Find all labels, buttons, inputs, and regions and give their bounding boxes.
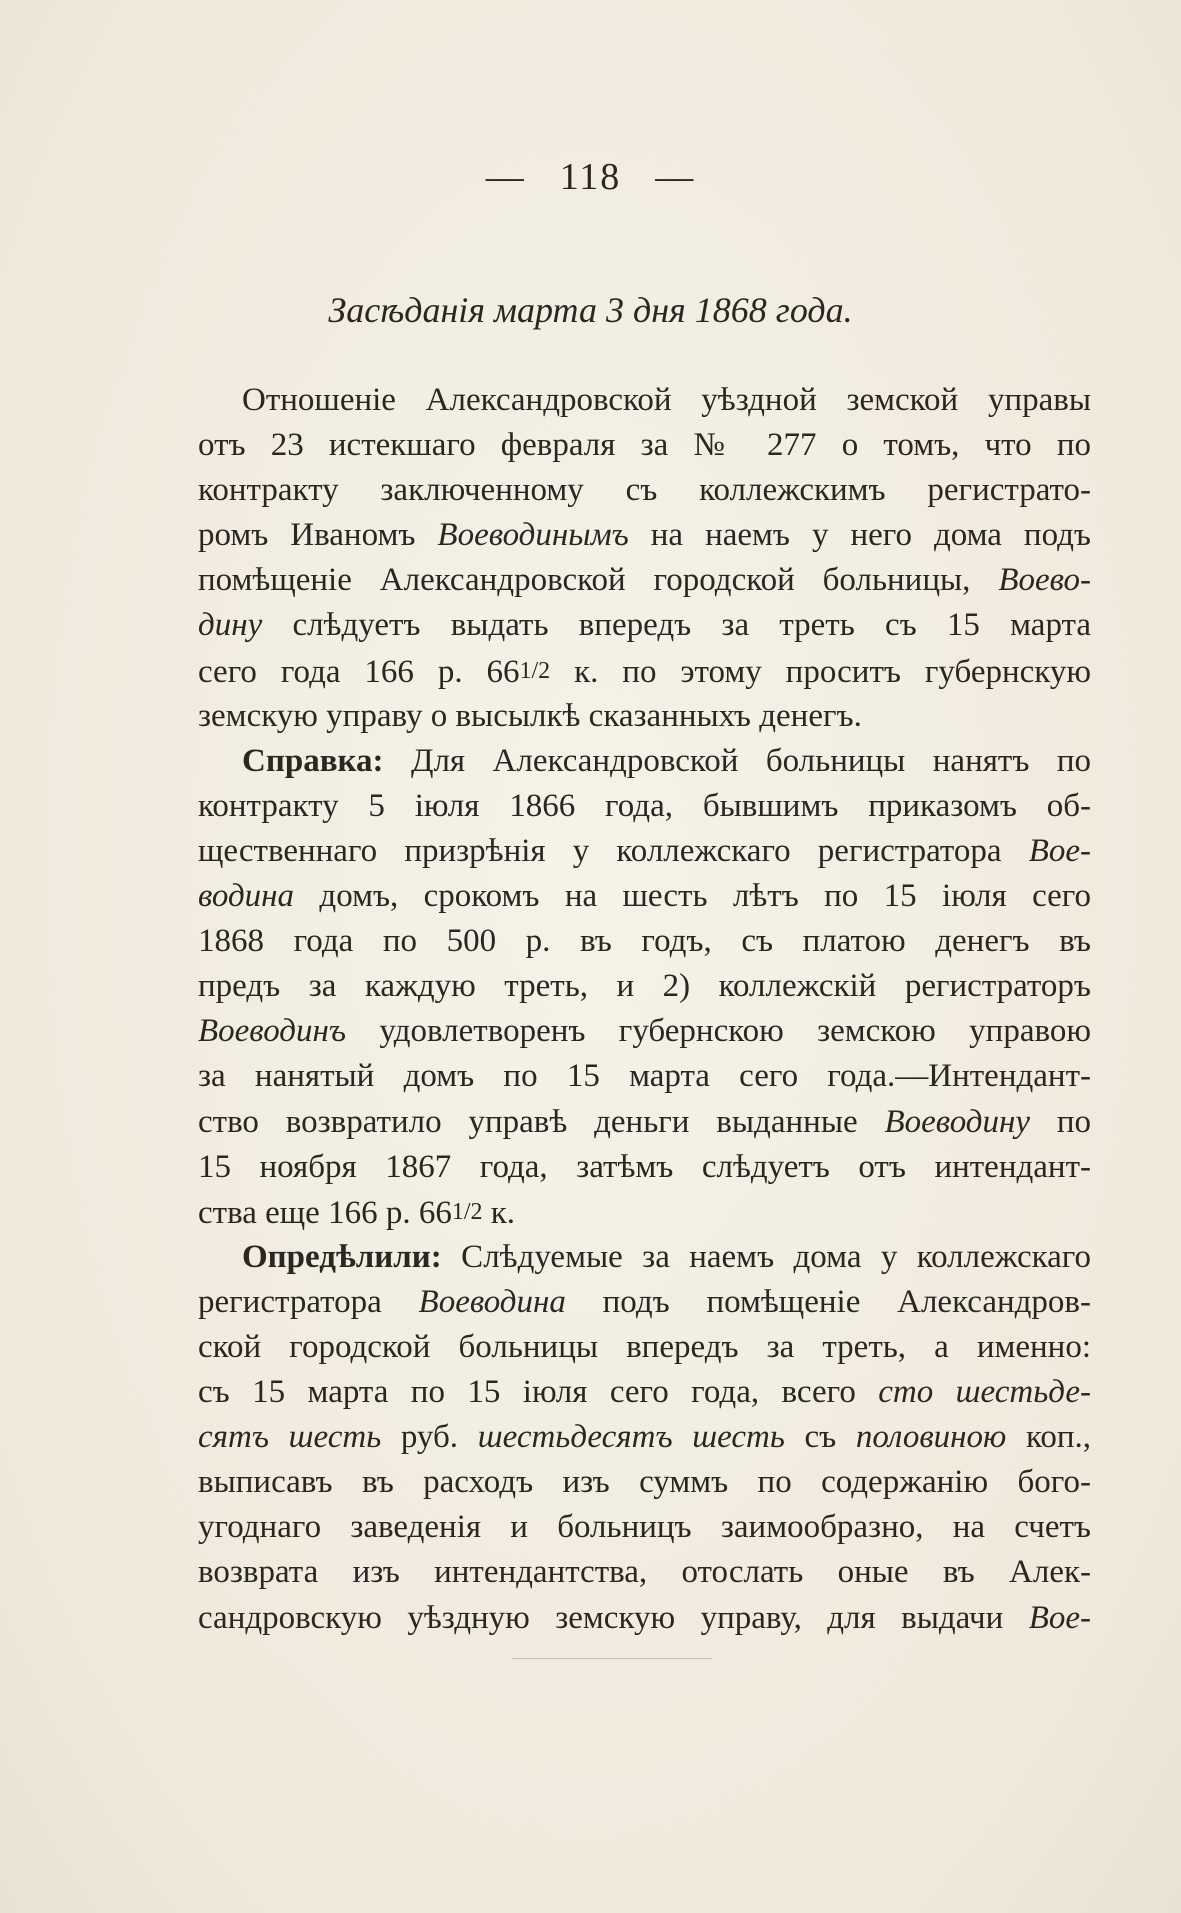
text-line bbox=[198, 558, 1091, 603]
text-run-it: Воеводину bbox=[884, 1103, 1030, 1140]
text-line bbox=[198, 829, 1091, 874]
text-run: съ bbox=[784, 1419, 856, 1456]
text-line bbox=[198, 964, 1091, 1009]
text-line bbox=[198, 603, 1091, 648]
text-line bbox=[198, 513, 1091, 558]
text-run: земскую управу о высылкѣ сказанныхъ денегъ. bbox=[198, 697, 862, 734]
text-line bbox=[198, 423, 1091, 468]
text-line bbox=[198, 1235, 1091, 1280]
text-run-it: дину bbox=[198, 607, 263, 644]
text-run-frac: 1/2 bbox=[519, 657, 551, 684]
text-run: домъ, срокомъ на шесть лѣтъ по 15 іюля сего bbox=[294, 878, 1091, 915]
text-run: к. bbox=[482, 1194, 516, 1231]
text-line bbox=[198, 649, 1091, 694]
text-line bbox=[198, 739, 1091, 784]
text-run: отъ 23 истекшаго февраля за № 277 о томъ, что по bbox=[198, 427, 1091, 464]
text-run-it: Воеводина bbox=[418, 1283, 566, 1320]
body-text bbox=[198, 378, 1091, 1641]
text-run-it: Вое- bbox=[1028, 1599, 1091, 1636]
text-run: щественнаго призрѣнія у коллежскаго регистратора bbox=[198, 832, 1029, 869]
text-run: ства еще 166 р. 66 bbox=[198, 1194, 452, 1231]
text-run: за нанятый домъ по 15 марта сего года.—Интендант- bbox=[198, 1058, 1091, 1095]
text-run-it: сятъ шесть bbox=[198, 1419, 382, 1456]
text-line bbox=[198, 1145, 1091, 1190]
text-line bbox=[198, 919, 1091, 964]
text-run-it: Воеводинъ bbox=[198, 1013, 346, 1050]
text-run: 1868 года по 500 р. въ годъ, съ платою денегъ въ bbox=[198, 923, 1091, 960]
text-run: 15 ноября 1867 года, затѣмъ слѣдуетъ отъ интендант- bbox=[198, 1148, 1091, 1185]
text-run-it: сто шестьде- bbox=[878, 1374, 1091, 1411]
text-line bbox=[198, 1325, 1091, 1370]
page-number-dash-right: — bbox=[655, 156, 696, 198]
text-run: сандровскую уѣздную земскую управу, для выдачи bbox=[198, 1599, 1029, 1636]
text-run: ской городской больницы впередъ за треть, а именно: bbox=[198, 1328, 1091, 1365]
text-run: предъ за каждую треть, и 2) коллежскій регистраторъ bbox=[198, 968, 1091, 1005]
text-run: Отношеніе Александровской уѣздной земской управы bbox=[242, 382, 1091, 418]
text-run: съ 15 марта по 15 іюля сего года, всего bbox=[198, 1374, 879, 1411]
text-run: контракту 5 іюля 1866 года, бывшимъ приказомъ об- bbox=[198, 787, 1091, 824]
text-run-bold: Опредѣлили: bbox=[242, 1238, 442, 1275]
text-run: по bbox=[1029, 1103, 1091, 1140]
text-line bbox=[198, 1415, 1091, 1460]
text-run-it: Вое- bbox=[1028, 832, 1091, 869]
text-line bbox=[198, 1009, 1091, 1054]
footer-rule bbox=[512, 1658, 712, 1659]
text-line bbox=[198, 1596, 1091, 1641]
text-run: слѣдуетъ выдать впередъ за треть съ 15 марта bbox=[262, 607, 1091, 644]
text-run-it: водина bbox=[198, 878, 295, 915]
text-run: сего года 166 р. 66 bbox=[198, 653, 520, 690]
text-run: ромъ Иваномъ bbox=[198, 517, 438, 554]
text-line bbox=[198, 1460, 1091, 1505]
text-line bbox=[198, 784, 1091, 829]
text-run: удовлетворенъ губернскою земскою управою bbox=[345, 1013, 1091, 1050]
text-run: выписавъ въ расходъ изъ суммъ по содержанію бого- bbox=[198, 1464, 1091, 1501]
text-line bbox=[198, 378, 1091, 423]
text-line bbox=[198, 1100, 1091, 1145]
text-run-frac: 1/2 bbox=[451, 1198, 483, 1225]
text-line bbox=[198, 694, 1091, 739]
text-run: Для Александровской больницы нанятъ по bbox=[383, 742, 1091, 779]
text-run-it: шестьдесятъ шесть bbox=[477, 1419, 785, 1456]
text-run: помѣщеніе Александровской городской больницы, bbox=[198, 562, 999, 599]
page-number: 118 bbox=[559, 156, 622, 198]
page-number-line bbox=[0, 158, 1181, 196]
text-run: угоднаго заведенія и больницъ заимообразно, на счетъ bbox=[198, 1509, 1091, 1546]
text-run: на наемъ у него дома подъ bbox=[628, 517, 1091, 554]
text-line bbox=[198, 1190, 1091, 1235]
text-run: Слѣдуемые за наемъ дома у коллежскаго bbox=[441, 1238, 1091, 1275]
session-heading: Засѣданія марта 3 дня 1868 года. bbox=[328, 290, 853, 330]
text-run-it: Воево- bbox=[998, 562, 1091, 599]
text-run: подъ помѣщеніе Александров- bbox=[565, 1283, 1091, 1320]
text-run: коп., bbox=[1006, 1419, 1091, 1456]
text-run-bold: Справка: bbox=[242, 742, 384, 779]
page-number-dash-left: — bbox=[485, 156, 526, 198]
text-run-it: Воеводинымъ bbox=[437, 517, 629, 554]
text-line bbox=[198, 1370, 1091, 1415]
text-run-it: половиною bbox=[855, 1419, 1007, 1456]
text-run: контракту заключенному съ коллежскимъ регистрато- bbox=[198, 472, 1091, 509]
text-line bbox=[198, 468, 1091, 513]
text-run: возврата изъ интендантства, отослать оные въ Алек- bbox=[198, 1554, 1091, 1591]
text-run: руб. bbox=[381, 1419, 478, 1456]
text-line bbox=[198, 1505, 1091, 1550]
text-line bbox=[198, 1054, 1091, 1099]
text-line bbox=[198, 1550, 1091, 1595]
text-run: регистратора bbox=[198, 1283, 419, 1320]
text-run: ство возвратило управѣ деньги выданные bbox=[198, 1103, 885, 1140]
text-run: к. по этому проситъ губернскую bbox=[550, 653, 1091, 690]
text-line bbox=[198, 874, 1091, 919]
text-line bbox=[198, 1280, 1091, 1325]
